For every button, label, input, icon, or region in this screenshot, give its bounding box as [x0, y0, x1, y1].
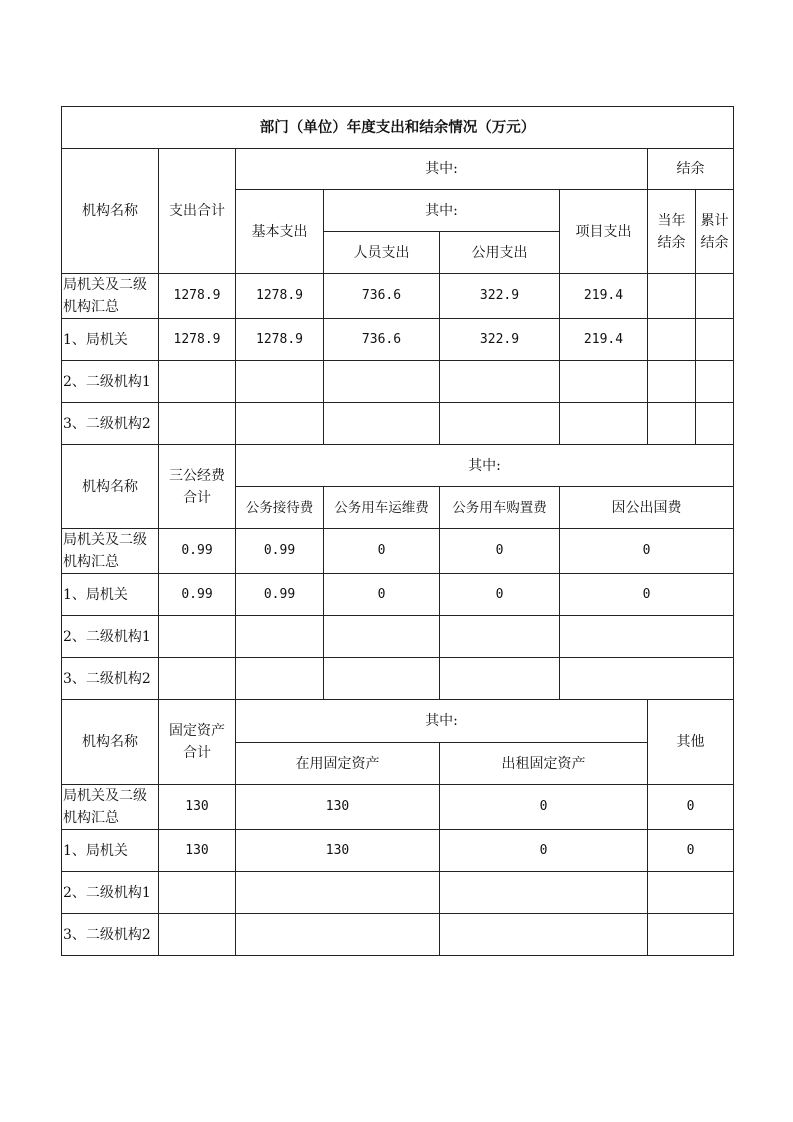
other-cell: 0 — [648, 785, 734, 830]
in-use-cell — [236, 914, 440, 956]
project-cell: 219.4 — [560, 274, 648, 319]
sec2-reception-header: 公务接待费 — [236, 487, 324, 529]
sec1-basic-header: 基本支出 — [236, 190, 324, 274]
sec3-of-which-header: 其中: — [236, 700, 648, 743]
rented-cell: 0 — [440, 785, 648, 830]
vehicle-buy-cell — [440, 616, 560, 658]
project-cell: 219.4 — [560, 319, 648, 361]
total-cell — [159, 616, 236, 658]
table-row — [62, 403, 734, 445]
org-name-cell: 3、二级机构2 — [62, 914, 159, 956]
org-name-cell: 3、二级机构2 — [62, 403, 159, 445]
sec1-accum-surplus-header: 累计 结余 — [696, 190, 734, 274]
sec1-org-name-header: 机构名称 — [62, 149, 159, 274]
table-row — [62, 830, 734, 872]
sec3-org-name-header: 机构名称 — [62, 700, 159, 785]
reception-cell: 0.99 — [236, 574, 324, 616]
table-row — [62, 319, 734, 361]
sec3-rented-header: 出租固定资产 — [440, 743, 648, 785]
sec2-total-header: 三公经费 合计 — [159, 445, 236, 529]
reception-cell — [236, 658, 324, 700]
sec1-of-which-header: 其中: — [236, 149, 648, 190]
sec2-vehicle-buy-header: 公务用车购置费 — [440, 487, 560, 529]
abroad-cell: 0 — [560, 574, 734, 616]
sec1-personnel-header: 人员支出 — [324, 232, 440, 274]
accum-surplus-cell — [696, 403, 734, 445]
other-cell — [648, 872, 734, 914]
vehicle-ops-cell — [324, 658, 440, 700]
public-cell: 322.9 — [440, 274, 560, 319]
org-name-cell: 2、二级机构1 — [62, 616, 159, 658]
expenditure-surplus-sheet — [61, 106, 733, 956]
vehicle-buy-cell — [440, 658, 560, 700]
total-cell: 1278.9 — [159, 274, 236, 319]
accum-surplus-cell — [696, 361, 734, 403]
org-name-cell: 1、局机关 — [62, 319, 159, 361]
sec1-total-header: 支出合计 — [159, 149, 236, 274]
sec3-in-use-header: 在用固定资产 — [236, 743, 440, 785]
vehicle-ops-cell — [324, 616, 440, 658]
in-use-cell — [236, 872, 440, 914]
table-row — [62, 361, 734, 403]
table-row — [62, 872, 734, 914]
total-cell — [159, 658, 236, 700]
vehicle-ops-cell: 0 — [324, 574, 440, 616]
vehicle-buy-cell: 0 — [440, 529, 560, 574]
sec2-abroad-header: 因公出国费 — [560, 487, 734, 529]
total-cell: 130 — [159, 785, 236, 830]
table-row — [62, 574, 734, 616]
personnel-cell: 736.6 — [324, 319, 440, 361]
sec2-vehicle-ops-header: 公务用车运维费 — [324, 487, 440, 529]
expenditure-table — [61, 106, 734, 956]
personnel-cell — [324, 361, 440, 403]
table-row — [62, 658, 734, 700]
org-name-cell: 2、二级机构1 — [62, 872, 159, 914]
sec3-other-header: 其他 — [648, 700, 734, 785]
org-name-cell: 局机关及二级 机构汇总 — [62, 529, 159, 574]
total-cell — [159, 361, 236, 403]
current-surplus-cell — [648, 319, 696, 361]
total-cell: 130 — [159, 830, 236, 872]
sec2-org-name-header: 机构名称 — [62, 445, 159, 529]
in-use-cell: 130 — [236, 785, 440, 830]
table-row — [62, 785, 734, 830]
abroad-cell: 0 — [560, 529, 734, 574]
total-cell — [159, 403, 236, 445]
table-row — [62, 914, 734, 956]
vehicle-ops-cell: 0 — [324, 529, 440, 574]
current-surplus-cell — [648, 361, 696, 403]
total-cell: 1278.9 — [159, 319, 236, 361]
org-name-cell: 局机关及二级 机构汇总 — [62, 274, 159, 319]
in-use-cell: 130 — [236, 830, 440, 872]
total-cell — [159, 872, 236, 914]
basic-cell — [236, 361, 324, 403]
org-name-cell: 局机关及二级 机构汇总 — [62, 785, 159, 830]
table-title: 部门（单位）年度支出和结余情况（万元） — [62, 107, 734, 149]
org-name-cell: 2、二级机构1 — [62, 361, 159, 403]
sec1-public-header: 公用支出 — [440, 232, 560, 274]
public-cell — [440, 403, 560, 445]
org-name-cell: 1、局机关 — [62, 830, 159, 872]
org-name-cell: 3、二级机构2 — [62, 658, 159, 700]
rented-cell: 0 — [440, 830, 648, 872]
accum-surplus-cell — [696, 319, 734, 361]
public-cell — [440, 361, 560, 403]
sec3-total-header: 固定资产 合计 — [159, 700, 236, 785]
vehicle-buy-cell: 0 — [440, 574, 560, 616]
basic-cell: 1278.9 — [236, 319, 324, 361]
table-row — [62, 616, 734, 658]
rented-cell — [440, 914, 648, 956]
table-row — [62, 274, 734, 319]
table-row — [62, 529, 734, 574]
sec1-project-header: 项目支出 — [560, 190, 648, 274]
project-cell — [560, 361, 648, 403]
other-cell: 0 — [648, 830, 734, 872]
total-cell: 0.99 — [159, 529, 236, 574]
reception-cell: 0.99 — [236, 529, 324, 574]
sec2-of-which-header: 其中: — [236, 445, 734, 487]
public-cell: 322.9 — [440, 319, 560, 361]
current-surplus-cell — [648, 274, 696, 319]
accum-surplus-cell — [696, 274, 734, 319]
personnel-cell: 736.6 — [324, 274, 440, 319]
reception-cell — [236, 616, 324, 658]
org-name-cell: 1、局机关 — [62, 574, 159, 616]
basic-cell: 1278.9 — [236, 274, 324, 319]
total-cell: 0.99 — [159, 574, 236, 616]
basic-cell — [236, 403, 324, 445]
sec1-of-which-sub-header: 其中: — [324, 190, 560, 232]
other-cell — [648, 914, 734, 956]
abroad-cell — [560, 658, 734, 700]
total-cell — [159, 914, 236, 956]
personnel-cell — [324, 403, 440, 445]
sec1-surplus-header: 结余 — [648, 149, 734, 190]
abroad-cell — [560, 616, 734, 658]
sec1-current-surplus-header: 当年 结余 — [648, 190, 696, 274]
rented-cell — [440, 872, 648, 914]
project-cell — [560, 403, 648, 445]
current-surplus-cell — [648, 403, 696, 445]
